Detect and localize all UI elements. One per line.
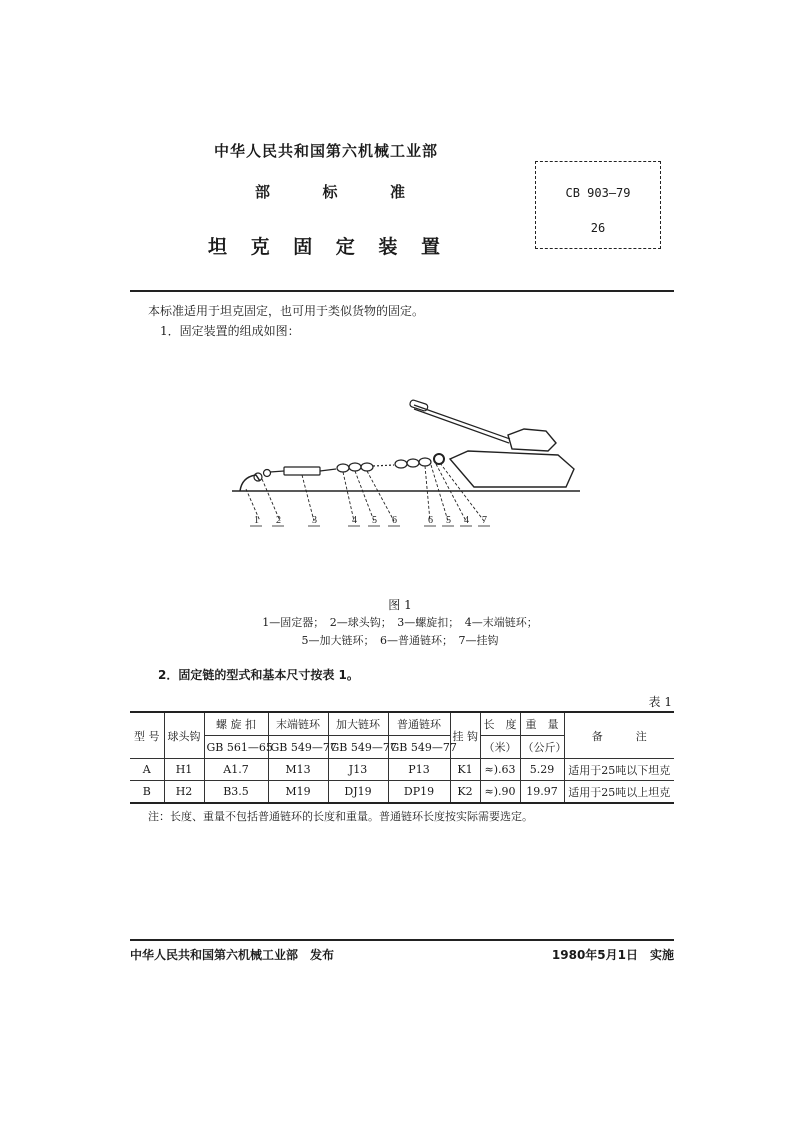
header-length-unit: （米） <box>480 736 520 759</box>
table-cell: DJ19 <box>328 781 388 804</box>
callout-number: 2 <box>276 515 281 526</box>
callout-number: 4 <box>464 515 469 526</box>
header-rule <box>130 290 674 292</box>
table-cell: K2 <box>450 781 480 804</box>
chain-link <box>361 463 373 471</box>
effective-date: 1980年5月1日 实施 <box>551 948 674 962</box>
table-cell: ≈).90 <box>480 781 520 804</box>
chain-link <box>407 459 419 467</box>
table-cell: H2 <box>164 781 204 804</box>
callout-number: 5 <box>372 515 377 526</box>
tank-gun <box>414 405 510 443</box>
table-cell: B <box>130 781 164 804</box>
intro-paragraph: 本标准适用于坦克固定，也可用于类似货物的固定。 <box>148 304 425 318</box>
table-cell: 适用于25吨以下坦克 <box>564 759 674 781</box>
table-cell: 5.29 <box>520 759 564 781</box>
header-common-link: 普通链环 <box>388 712 450 736</box>
header-weight-unit: （公斤） <box>520 736 564 759</box>
header-hook: 挂 钩 <box>450 712 480 759</box>
header-end-link-std: GB 549—77 <box>268 736 328 759</box>
figure-legend: 5—加大链环； 6—普通链环； 7—挂钩 <box>301 634 499 647</box>
table-row <box>130 781 674 804</box>
spec-table <box>130 711 674 804</box>
callout-number: 6 <box>392 515 397 526</box>
turnbuckle-shape <box>284 467 320 475</box>
page-number: 26 <box>590 221 606 235</box>
table-cell: K1 <box>450 759 480 781</box>
document-title: 坦 克 固 定 装 置 <box>208 236 440 258</box>
header-remarks: 备 注 <box>564 712 674 759</box>
header-weight: 重 量 <box>520 712 564 736</box>
header-end-link: 末端链环 <box>268 712 328 736</box>
header-length: 长 度 <box>480 712 520 736</box>
table-note: 注：长度、重量不包括普通链环的长度和重量。普通链环长度按实际需要选定。 <box>148 810 533 823</box>
section-2-heading: 2．固定链的型式和基本尺寸按表 1。 <box>158 668 359 682</box>
callout-number: 6 <box>428 515 433 526</box>
ministry-name: 中华人民共和国第六机械工业部 <box>214 142 439 160</box>
header-enlarged-link-std: GB 549—77 <box>328 736 388 759</box>
table-cell: A1.7 <box>204 759 268 781</box>
section-1-heading: 1．固定装置的组成如图： <box>160 324 300 338</box>
header-model: 型 号 <box>130 712 164 759</box>
standard-code: CB 903—79 <box>565 186 631 200</box>
footer-rule <box>130 939 674 941</box>
table-cell: A <box>130 759 164 781</box>
chain-link <box>419 458 431 466</box>
table-cell: J13 <box>328 759 388 781</box>
callout-number: 4 <box>352 515 357 526</box>
chain-link <box>349 463 361 471</box>
table-cell: H1 <box>164 759 204 781</box>
header-ball-hook: 球头钩 <box>164 712 204 759</box>
table-cell: DP19 <box>388 781 450 804</box>
publisher: 中华人民共和国第六机械工业部 发布 <box>130 948 335 962</box>
callout-number: 1 <box>254 515 259 526</box>
hook-shape <box>434 454 444 464</box>
table-cell: B3.5 <box>204 781 268 804</box>
callout-number: 5 <box>446 515 451 526</box>
header-common-link-std: GB 549—77 <box>388 736 450 759</box>
table-cell: P13 <box>388 759 450 781</box>
chain-link <box>395 460 407 468</box>
standard-type: 部 标 准 <box>255 183 405 201</box>
callout-number: 3 <box>312 515 317 526</box>
table-cell: M19 <box>268 781 328 804</box>
table-cell: 19.97 <box>520 781 564 804</box>
tank-turret <box>508 429 556 451</box>
figure-caption: 图 1 <box>388 598 412 612</box>
table-cell: 适用于25吨以上坦克 <box>564 781 674 804</box>
fixer-shape <box>240 475 260 491</box>
header-turnbuckle: 螺 旋 扣 <box>204 712 268 736</box>
table-cell: ≈).63 <box>480 759 520 781</box>
header-turnbuckle-std: GB 561—65 <box>204 736 268 759</box>
chain-link <box>337 464 349 472</box>
tank-hull <box>450 451 574 487</box>
table-cell: M13 <box>268 759 328 781</box>
table-label: 表 1 <box>648 695 672 709</box>
figure-legend: 1—固定器； 2—球头钩； 3—螺旋扣； 4—末端链环； <box>262 616 538 629</box>
standard-code-box <box>535 161 661 249</box>
header-enlarged-link: 加大链环 <box>328 712 388 736</box>
callout-number: 7 <box>482 515 487 526</box>
table-row <box>130 759 674 781</box>
tank-fixing-figure <box>228 395 588 535</box>
